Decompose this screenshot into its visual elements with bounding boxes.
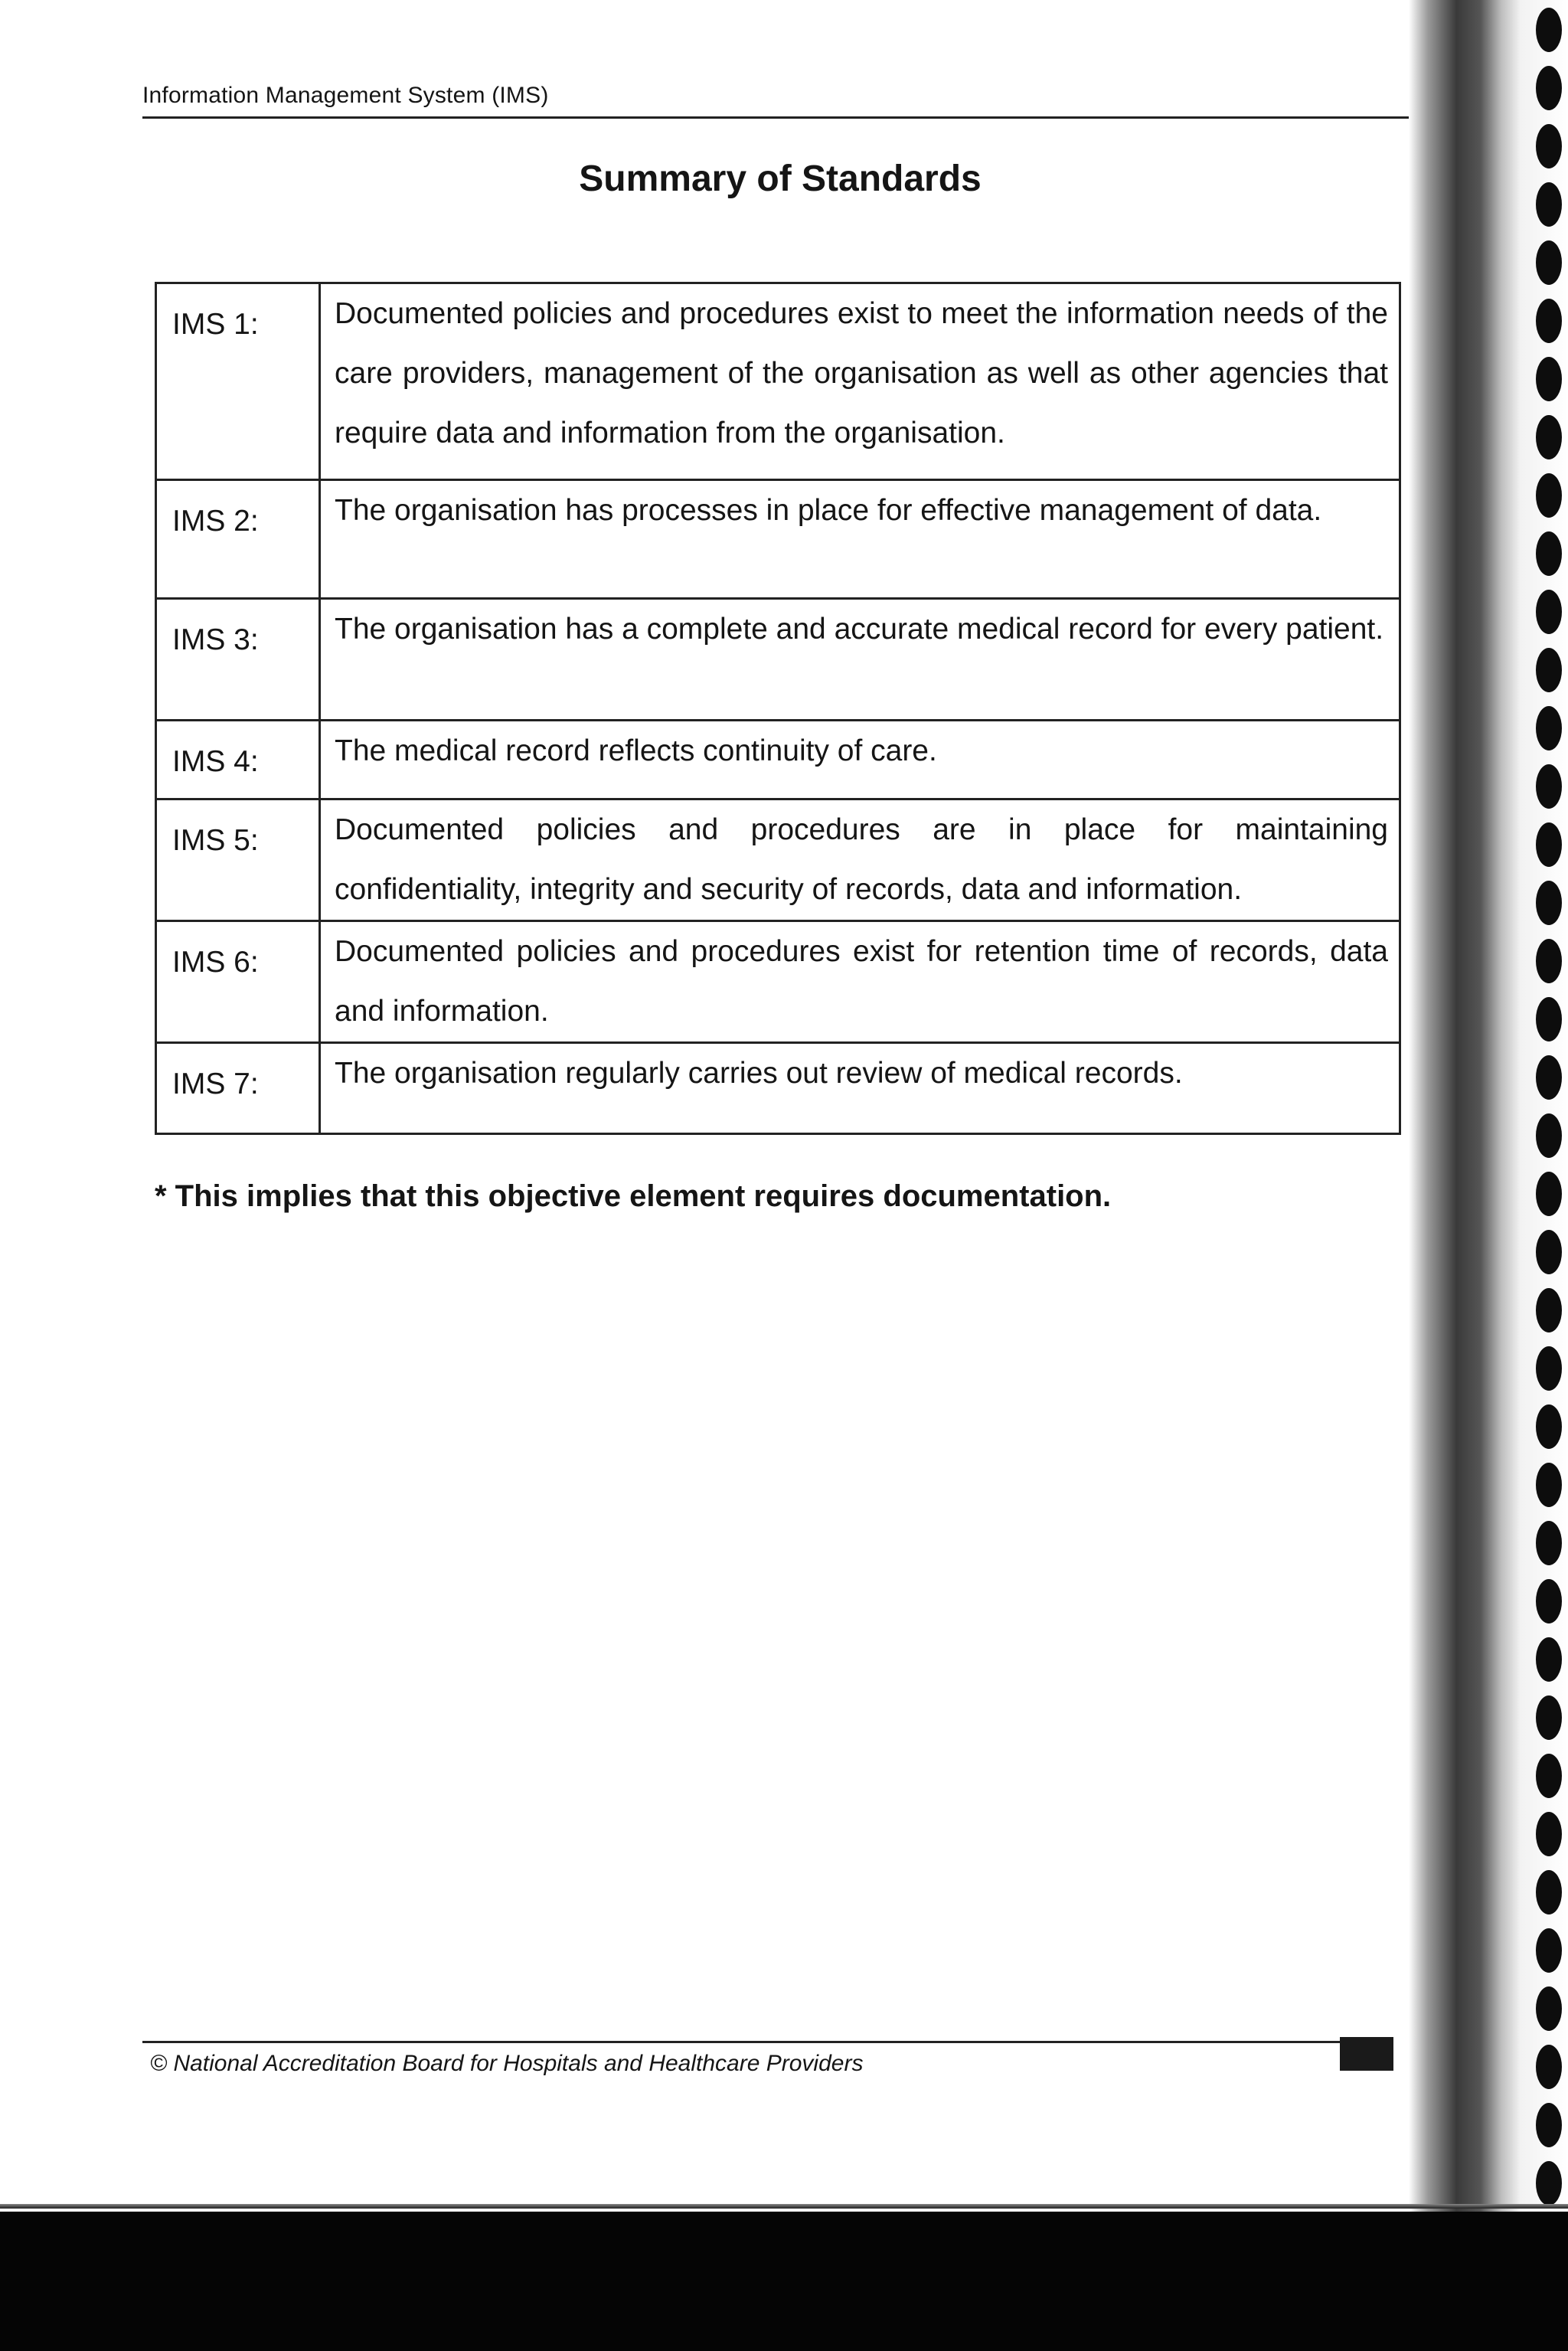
binding-coil-icon	[1536, 8, 1562, 52]
binding-coil-icon	[1536, 1521, 1562, 1565]
binding-coil-icon	[1536, 1579, 1562, 1623]
binding-coil-icon	[1536, 299, 1562, 343]
binding-coil-icon	[1536, 881, 1562, 925]
documentation-footnote: * This implies that this objective element requires documentation.	[155, 1179, 1112, 1213]
standard-description: Documented policies and procedures exist for retention time of records, data and information.	[320, 921, 1400, 1043]
binding-coil-icon	[1536, 2103, 1562, 2147]
scan-bottom-band	[0, 2212, 1568, 2351]
standard-code: IMS 3:	[156, 599, 320, 721]
standard-code: IMS 6:	[156, 921, 320, 1043]
binding-coil-icon	[1536, 1172, 1562, 1216]
standard-description: The organisation has processes in place for effective management of data.	[320, 480, 1400, 599]
binding-coil-icon	[1536, 1404, 1562, 1449]
binding-coil-icon	[1536, 1288, 1562, 1332]
binding-coil-icon	[1536, 124, 1562, 168]
binding-coil-icon	[1536, 415, 1562, 459]
standard-description: The organisation has a complete and accurate medical record for every patient.	[320, 599, 1400, 721]
table-row	[156, 721, 1400, 799]
standard-description: The medical record reflects continuity of care.	[320, 721, 1400, 799]
binding-coil-icon	[1536, 590, 1562, 634]
binding-coil-icon	[1536, 1812, 1562, 1856]
header-rule	[142, 116, 1413, 119]
table-row	[156, 480, 1400, 599]
binding-coil-icon	[1536, 997, 1562, 1041]
scan-edge-line	[0, 2204, 1568, 2209]
binding-coil-icon	[1536, 939, 1562, 983]
standard-code: IMS 5:	[156, 799, 320, 921]
footer-rule	[142, 2041, 1352, 2043]
running-header: Information Management System (IMS)	[142, 83, 549, 108]
table-row	[156, 921, 1400, 1043]
standard-code: IMS 2:	[156, 480, 320, 599]
binding-coil-icon	[1536, 1230, 1562, 1274]
binding-coil-icon	[1536, 66, 1562, 110]
binding-coil-icon	[1536, 1695, 1562, 1740]
binding-coil-icon	[1536, 822, 1562, 867]
binding-coil-icon	[1536, 2161, 1562, 2205]
binding-coil-icon	[1536, 182, 1562, 227]
page-title: Summary of Standards	[579, 159, 982, 199]
binding-coil-icon	[1536, 1986, 1562, 2031]
page-edge-tab	[1340, 2037, 1393, 2071]
table-row	[156, 799, 1400, 921]
binding-coil-icon	[1536, 357, 1562, 401]
binding-coil-icon	[1536, 1055, 1562, 1100]
binding-coil-icon	[1536, 706, 1562, 750]
standards-table	[155, 282, 1401, 1135]
binding-coil-icon	[1536, 764, 1562, 809]
table-row	[156, 283, 1400, 480]
binding-coil-icon	[1536, 240, 1562, 285]
standard-description: Documented policies and procedures exist to meet the information needs of the care providers, management of the organisation as well as other agencies that require data and information from the organisation.	[320, 283, 1400, 480]
binding-coil-icon	[1536, 531, 1562, 576]
binding-coil-icon	[1536, 1113, 1562, 1158]
copyright-footer: © National Accreditation Board for Hospitals and Healthcare Providers	[150, 2051, 864, 2076]
table-row	[156, 1043, 1400, 1134]
binding-coil-icon	[1536, 473, 1562, 518]
binding-coil-icon	[1536, 1870, 1562, 1914]
standard-code: IMS 7:	[156, 1043, 320, 1134]
binding-coil-icon	[1536, 648, 1562, 692]
standard-description: Documented policies and procedures are in place for maintaining confidentiality, integrity and security of records, data and information.	[320, 799, 1400, 921]
binding-coil-icon	[1536, 2045, 1562, 2089]
binding-coil-icon	[1536, 1754, 1562, 1798]
binding-coil-icon	[1536, 1637, 1562, 1682]
table-row	[156, 599, 1400, 721]
spiral-binding-icon	[1533, 0, 1568, 2221]
binding-coil-icon	[1536, 1463, 1562, 1507]
binding-coil-icon	[1536, 1928, 1562, 1973]
standard-description: The organisation regularly carries out review of medical records.	[320, 1043, 1400, 1134]
standard-code: IMS 4:	[156, 721, 320, 799]
binding-coil-icon	[1536, 1346, 1562, 1391]
standard-code: IMS 1:	[156, 283, 320, 480]
